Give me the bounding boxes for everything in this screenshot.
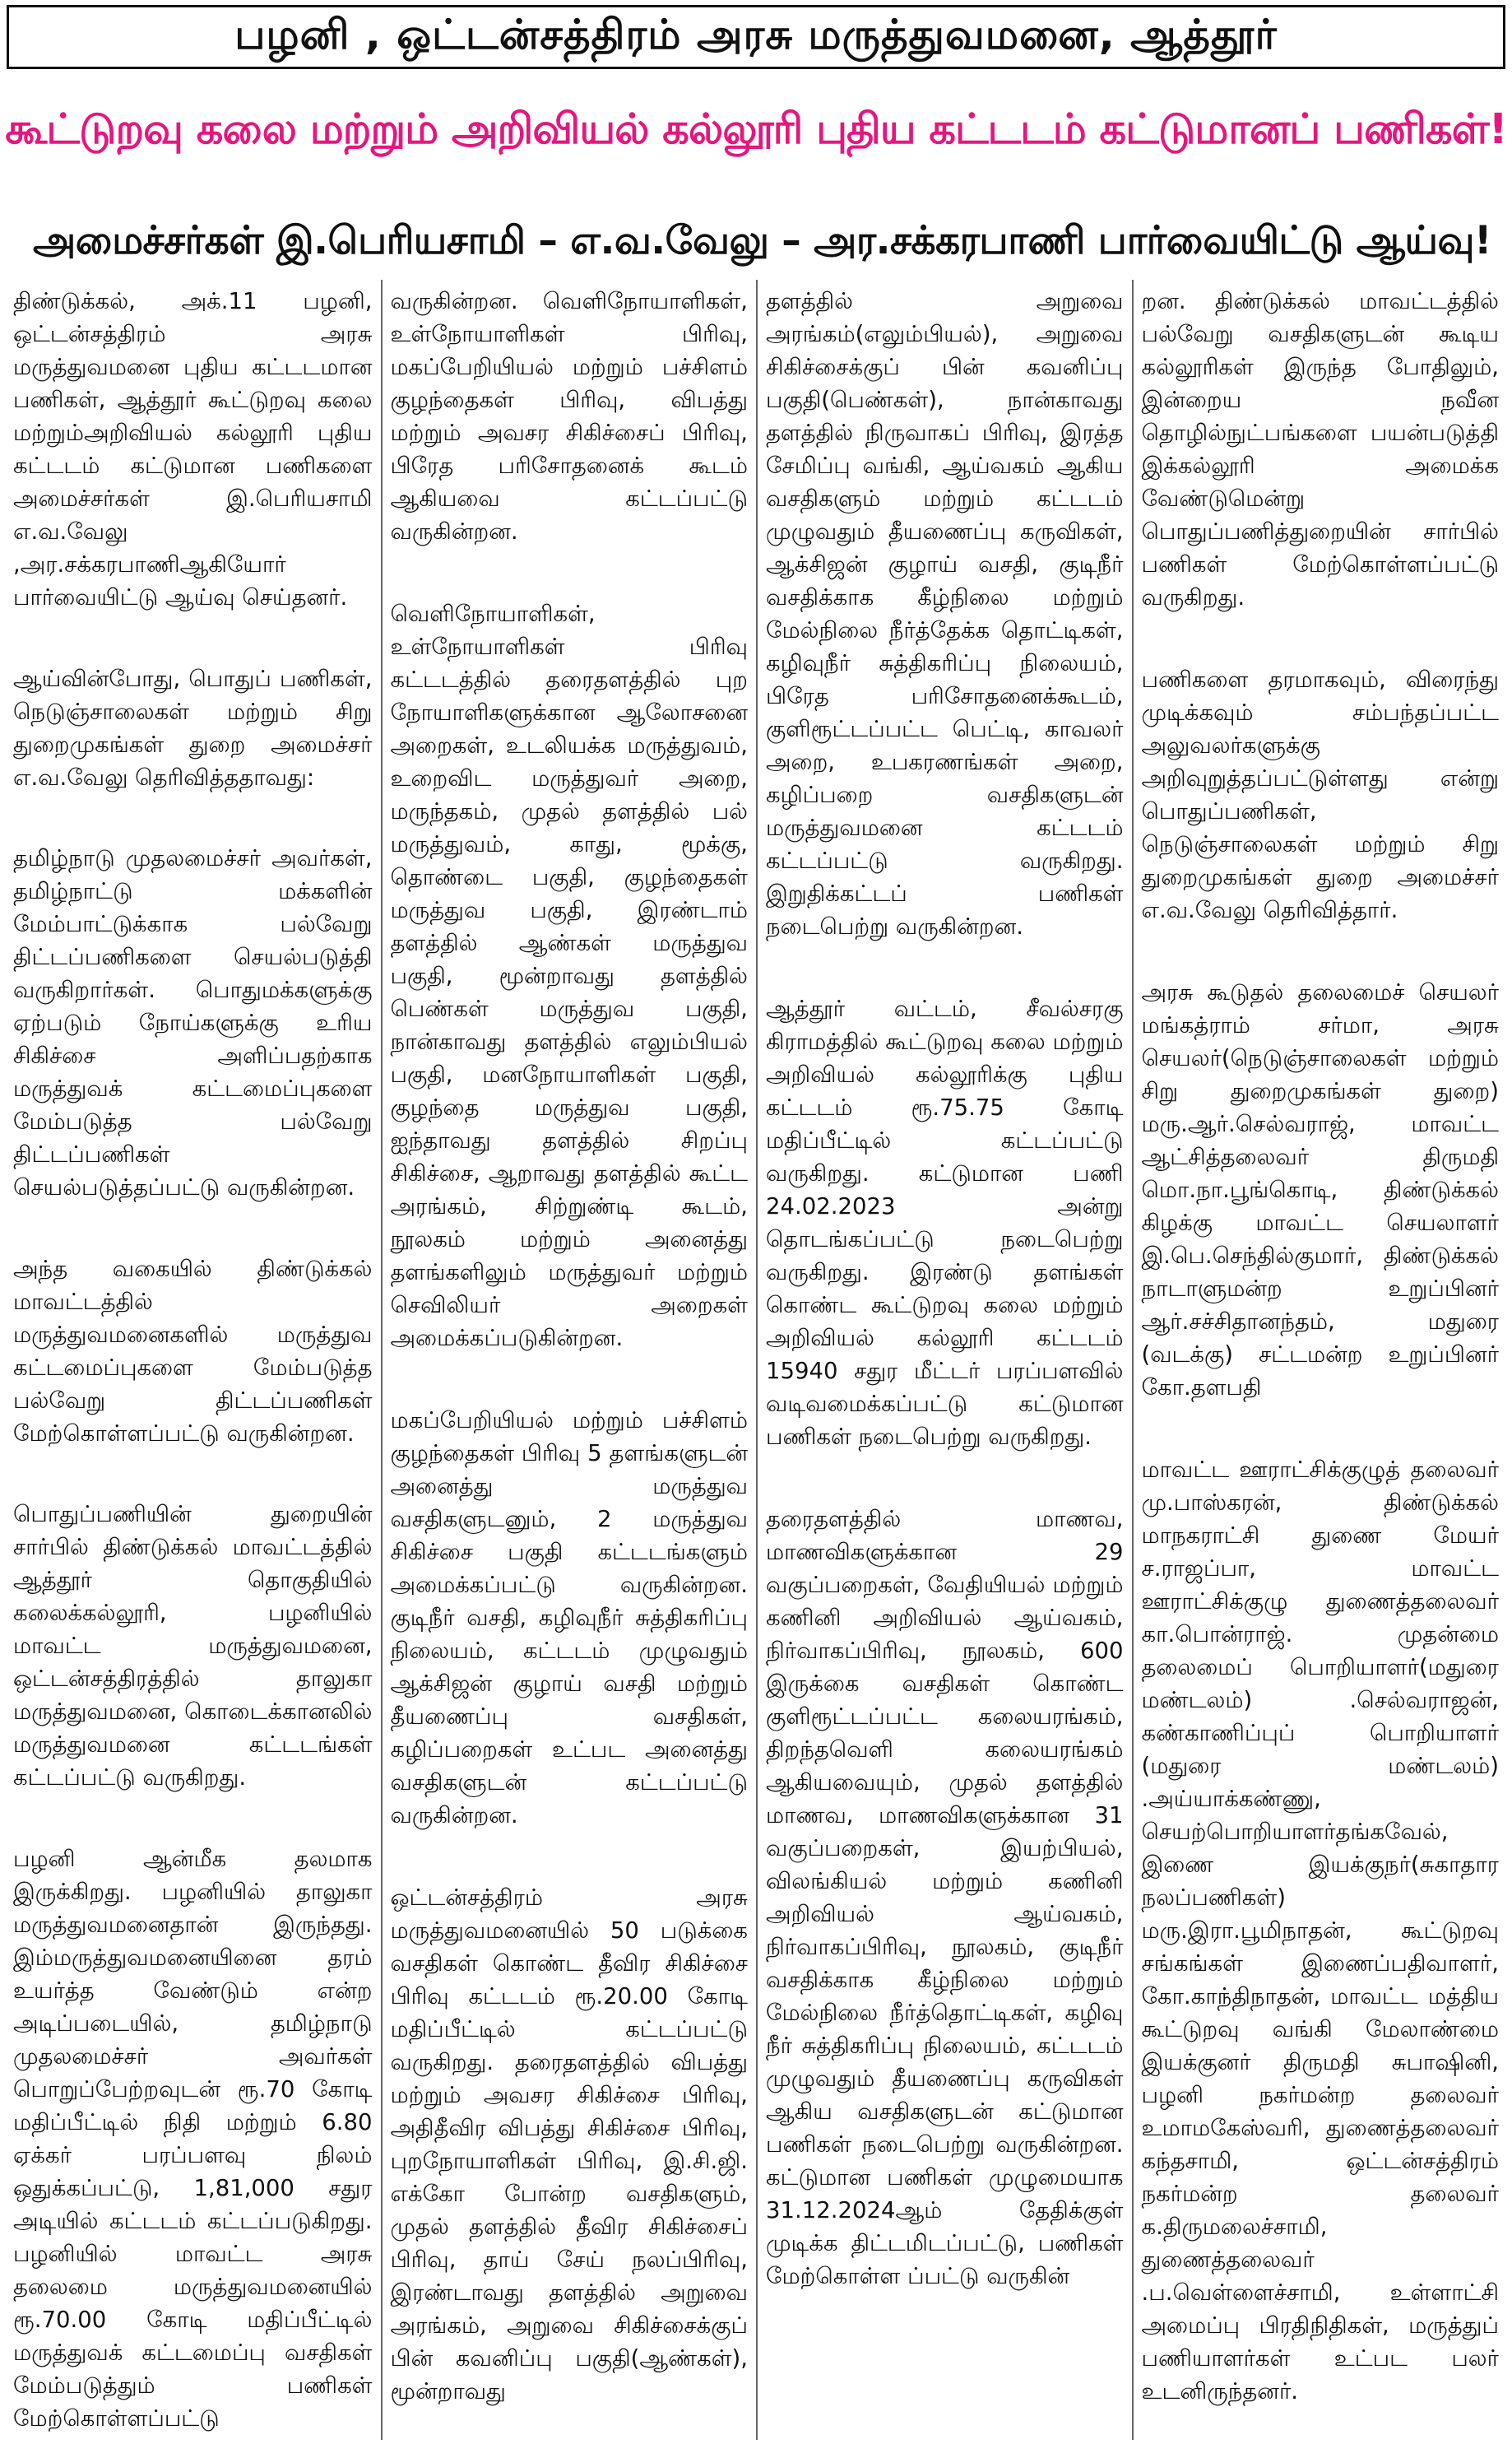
location-banner — [7, 5, 1505, 69]
paragraph: றன. திண்டுக்கல் மாவட்டத்தில் பல்வேறு வசதிகளுடன் கூடிய கல்லூரிகள் இருந்த போதிலும், இன்றைய நவீன தொழில்நுட்பங்களை பயன்படுத்தி இக்கல்லூரி அமைக்க வேண்டுமென்று பொதுப்பணித்துறையின் சார்பில் பணிகள் மேற்கொள்ளப்பட்டு வருகிறது. — [1141, 288, 1499, 611]
subheadline-block — [33, 210, 1505, 276]
paragraph: பணிகளை தரமாகவும், விரைந்து முடிக்கவும் சம்பந்தப்பட்ட அலுவலர்களுக்கு அறிவுறுத்தப்பட்டுள்ளது என்று பொதுப்பணிகள், நெடுஞ்சாலைகள் மற்றும் சிறு துறைமுகங்கள் துறை அமைச்சர் எ.வ.வேலு தெரிவித்தார். — [1141, 667, 1499, 923]
paragraph: ஆத்தூர் வட்டம், சீவல்சரகு கிராமத்தில் கூட்டுறவு கலை மற்றும் அறிவியல் கல்லூரிக்கு புதிய கட்டடம் ரூ.75.75 கோடி மதிப்பீட்டில் கட்டப்பட்டு வருகிறது. கட்டுமான பணி 24.02.2023 அன்று தொடங்கப்பட்டு நடைபெற்று வருகிறது. இரண்டு தளங்கள் கொண்ட கூட்டுறவு கலை மற்றும் அறிவியல் கல்லூரி கட்டடம் 15940 சதுர மீட்டர் பரப்பளவில் வடிவமைக்கப்பட்டு கட்டுமான பணிகள் நடைபெற்று வருகிறது. — [766, 996, 1124, 1450]
paragraph: அந்த வகையில் திண்டுக்கல் மாவட்டத்தில் மருத்துவமனைகளில் மருத்துவ கட்டமைப்புகளை மேம்படுத்த பல்வேறு திட்டப்பணிகள் மேற்கொள்ளப்பட்டு வருகின்றன. — [13, 1255, 373, 1447]
paragraph: வெளிநோயாளிகள், உள்நோயாளிகள் பிரிவு கட்டடத்தில் தரைதளத்தில் புற நோயாளிகளுக்கான ஆலோசனை அறைகள், உடலியக்க மருத்துவம், உறைவிட மருத்துவர் அறை, மருந்தகம், முதல் தளத்தில் பல் மருத்துவம், காது, மூக்கு, தொண்டை பகுதி, குழந்தைகள் மருத்துவ பகுதி, இரண்டாம் தளத்தில் ஆண்கள் மருத்துவ பகுதி, மூன்றாவது தளத்தில் பெண்கள் மருத்துவ பகுதி, நான்காவது தளத்தில் எலும்பியல் பகுதி, மனநோயாளிகள் பகுதி, குழந்தை மருத்துவ பகுதி, ஐந்தாவது தளத்தில் சிறப்பு சிகிச்சை, ஆறாவது தளத்தில் கூட்ட அரங்கம், சிற்றுண்டி கூடம், நூலகம் மற்றும் அனைத்து தளங்களிலும் மருத்துவர் மற்றும் செவிலியர் அறைகள் அமைக்கப்படுகின்றன. — [390, 601, 748, 1351]
paragraph: மகப்பேறியியல் மற்றும் பச்சிளம் குழந்தைகள் பிரிவு 5 தளங்களுடன் அனைத்து மருத்துவ வசதிகளுடனும், 2 மருத்துவ சிகிச்சை பகுதி கட்டடங்களும் அமைக்கப்பட்டு வருகின்றன. குடிநீர் வசதி, கழிவுநீர் சுத்திகரிப்பு நிலையம், கட்டடம் முழுவதும் ஆக்சிஜன் குழாய் வசதி மற்றும் தீயணைப்பு வசதிகள், கழிப்பறைகள் உட்பட அனைத்து வசதிகளுடன் கட்டப்பட்டு வருகின்றன. — [390, 1407, 748, 1828]
article-column-2 — [381, 280, 757, 2440]
article-column-3 — [756, 280, 1132, 2440]
article-body — [5, 280, 1507, 2440]
paragraph: ஆய்வின்போது, பொதுப் பணிகள், நெடுஞ்சாலைகள் மற்றும் சிறு துறைமுகங்கள் துறை அமைச்சர் எ.வ.வேலு தெரிவித்ததாவது: — [13, 665, 373, 791]
paragraph: அரசு கூடுதல் தலைமைச் செயலர் மங்கத்ராம் சர்மா, அரசு செயலர்(நெடுஞ்சாலைகள் மற்றும் சிறு துறைமுகங்கள் துறை) மரு.ஆர்.செல்வராஜ், மாவட்ட ஆட்சித்தலைவர் திருமதி மொ.நா.பூங்கொடி, திண்டுக்கல் கிழக்கு மாவட்ட செயலாளர் இ.பெ.செந்தில்குமார், திண்டுக்கல் நாடாளுமன்ற உறுப்பினர் ஆர்.சச்சிதானந்தம், மதுரை (வடக்கு) சட்டமன்ற உறுப்பினர் கோ.தளபதி — [1141, 979, 1499, 1401]
paragraph: மாவட்ட ஊராட்சிக்குழுத் தலைவர் மு.பாஸ்கரன், திண்டுக்கல் மாநகராட்சி துணை மேயர் ச.ராஜப்பா, மாவட்ட ஊராட்சிக்குழு துணைத்தலைவர் கா.பொன்ராஜ். முதன்மை தலைமைப் பொறியாளர்(மதுரை மண்டலம்) .செல்வராஜன், கண்காணிப்புப் பொறியாளர் (மதுரை மண்டலம்) .அய்யாக்கண்ணு, செயற்பொறியாளர்தங்கவேல், இணை இயக்குநர்(சுகாதார நலப்பணிகள்) மரு.இரா.பூமிநாதன், கூட்டுறவு சங்கங்கள் இணைப்பதிவாளர், கோ.காந்திநாதன், மாவட்ட மத்திய கூட்டுறவு வங்கி மேலாண்மை இயக்குனர் திருமதி சுபாஷினி, பழனி நகர்மன்ற தலைவர் உமாமகேஸ்வரி, துணைத்தலைவர் கந்தசாமி, ஒட்டன்சத்திரம் நகர்மன்ற தலைவர் க.திருமலைச்சாமி, துணைத்தலைவர் .ப.வெள்ளைச்சாமி, உள்ளாட்சி அமைப்பு பிரதிநிதிகள், மருத்துப் பணியாளர்கள் உட்பட பலர் உடனிருந்தனர். — [1141, 1457, 1499, 2405]
paragraph: பொதுப்பணியின் துறையின் சார்பில் திண்டுக்கல் மாவட்டத்தில் ஆத்தூர் தொகுதியில் கலைக்கல்லூரி, பழனியில் மாவட்ட மருத்துவமனை, ஒட்டன்சத்திரத்தில் தாலுகா மருத்துவமனை, கொடைக்கானலில் மருத்துவமனை கட்டடங்கள் கட்டப்பட்டு வருகிறது. — [13, 1501, 373, 1791]
paragraph: திண்டுக்கல், அக்.11 பழனி, ஒட்டன்சத்திரம் அரசு மருத்துவமனை புதிய கட்டடமான பணிகள், ஆத்தூர் கூட்டுறவு கலை மற்றும்அறிவியல் கல்லூரி புதிய கட்டடம் கட்டுமான பணிகளை அமைச்சர்கள் இ.பெரியசாமி எ.வ.வேலு ,அர.சக்கரபாணிஆகியோர் பார்வையிட்டு ஆய்வு செய்தனர். — [13, 288, 373, 611]
paragraph: வருகின்றன. வெளிநோயாளிகள், உள்நோயாளிகள் பிரிவு, மகப்பேறியியல் மற்றும் பச்சிளம் குழந்தைகள் பிரிவு, விபத்து மற்றும் அவசர சிகிச்சைப் பிரிவு, பிரேத பரிசோதனைக் கூடம் ஆகியவை கட்டப்பட்டு வருகின்றன. — [390, 288, 748, 545]
subheadline: அமைச்சர்கள் இ.பெரியசாமி – எ.வ.வேலு – அர.சக்கரபாணி பார்வையிட்டு ஆய்வு! — [33, 217, 1491, 263]
paragraph: தமிழ்நாடு முதலமைச்சர் அவர்கள், தமிழ்நாட்டு மக்களின் மேம்பாட்டுக்காக பல்வேறு திட்டப்பணிகளை செயல்படுத்தி வருகிறார்கள். பொதுமக்களுக்கு ஏற்படும் நோய்களுக்கு உரிய சிகிச்சை அளிப்பதற்காக மருத்துவக் கட்டமைப்புகளை மேம்படுத்த பல்வேறு திட்டப்பணிகள் செயல்படுத்தப்பட்டு வருகின்றன. — [13, 845, 373, 1201]
paragraph: பழனி ஆன்மீக தலமாக இருக்கிறது. பழனியில் தாலுகா மருத்துவமனைதான் இருந்தது. இம்மருத்துவமனையினை தரம் உயர்த்த வேண்டும் என்ற அடிப்படையில், தமிழ்நாடு முதலமைச்சர் அவர்கள் பொறுப்பேற்றவுடன் ரூ.70 கோடி மதிப்பீட்டில் நிதி மற்றும் 6.80 ஏக்கர் பரப்பளவு நிலம் ஒதுக்கப்பட்டு, 1,81,000 சதுர அடியில் கட்டடம் கட்டப்படுகிறது. பழனியில் மாவட்ட அரசு தலைமை மருத்துவமனையில் ரூ.70.00 கோடி மதிப்பீட்டில் மருத்துவக் கட்டமைப்பு வசதிகள் மேம்படுத்தும் பணிகள் மேற்கொள்ளப்பட்டு — [13, 1845, 373, 2432]
location-line: பழனி , ஒட்டன்சத்திரம் அரசு மருத்துவமனை, ஆத்தூர் — [234, 10, 1278, 58]
headline: கூட்டுறவு கலை மற்றும் அறிவியல் கல்லூரி புதிய கட்டடம் கட்டுமானப் பணிகள்! — [5, 105, 1507, 154]
article-column-1 — [5, 280, 381, 2440]
article-column-4 — [1132, 280, 1508, 2440]
paragraph: தரைதளத்தில் மாணவ, மாணவிகளுக்கான 29 வகுப்பறைகள், வேதியியல் மற்றும் கணினி அறிவியல் ஆய்வகம், நிர்வாகப்பிரிவு, நூலகம், 600 இருக்கை வசதிகள் கொண்ட குளிரூட்டப்பட்ட கலையரங்கம், திறந்தவெளி கலையரங்கம் ஆகியவையும், முதல் தளத்தில் மாணவ, மாணவிகளுக்கான 31 வகுப்பறைகள், இயற்பியல், விலங்கியல் மற்றும் கணினி அறிவியல் ஆய்வகம், நிர்வாகப்பிரிவு, நூலகம், குடிநீர் வசதிக்காக கீழ்நிலை மற்றும் மேல்நிலை நீர்த்தொட்டிகள், கழிவு நீர் சுத்திகரிப்பு நிலையம், கட்டடம் முழுவதும் தீயணைப்பு கருவிகள் ஆகிய வசதிகளுடன் கட்டுமான பணிகள் நடைபெற்று வருகின்றன. கட்டுமான பணிகள் முழுமையாக 31.12.2024ஆம் தேதிக்குள் முடிக்க திட்டமிடப்பட்டு, பணிகள் மேற்கொள்ள ப்பட்டு வருகின் — [766, 1506, 1124, 2289]
paragraph: ஒட்டன்சத்திரம் அரசு மருத்துவமனையில் 50 படுக்கை வசதிகள் கொண்ட தீவிர சிகிச்சை பிரிவு கட்டடம் ரூ.20.00 கோடி மதிப்பீட்டில் கட்டப்பட்டு வருகிறது. தரைதளத்தில் விபத்து மற்றும் அவசர சிகிச்சை பிரிவு, அதிதீவிர விபத்து சிகிச்சை பிரிவு, புறநோயாளிகள் பிரிவு, இ.சி.ஜி. எக்கோ போன்ற வசதிகளும், முதல் தளத்தில் தீவிர சிகிச்சைப் பிரிவு, தாய் சேய் நலப்பிரிவு, இரண்டாவது தளத்தில் அறுவை அரங்கம், அறுவை சிகிச்சைக்குப் பின் கவனிப்பு பகுதி(ஆண்கள்), மூன்றாவது — [390, 1884, 748, 2405]
headline-block — [3, 82, 1509, 181]
paragraph: தளத்தில் அறுவை அரங்கம்(எலும்பியல்), அறுவை சிகிச்சைக்குப் பின் கவனிப்பு பகுதி(பெண்கள்), நான்காவது தளத்தில் நிருவாகப் பிரிவு, இரத்த சேமிப்பு வங்கி, ஆய்வகம் ஆகிய வசதிகளும் மற்றும் கட்டடம் முழுவதும் தீயணைப்பு கருவிகள், ஆக்சிஜன் குழாய் வசதி, குடிநீர் வசதிக்காக கீழ்நிலை மற்றும் மேல்நிலை நீர்த்தேக்க தொட்டிகள், கழிவுநீர் சுத்திகரிப்பு நிலையம், பிரேத பரிசோதனைக்கூடம், குளிரூட்டப்பட்ட பெட்டி, காவலர் அறை, உபகரணங்கள் அறை, கழிப்பறை வசதிகளுடன் மருத்துவமனை கட்டடம் கட்டப்பட்டு வருகிறது. இறுதிக்கட்டப் பணிகள் நடைபெற்று வருகின்றன. — [766, 288, 1124, 940]
